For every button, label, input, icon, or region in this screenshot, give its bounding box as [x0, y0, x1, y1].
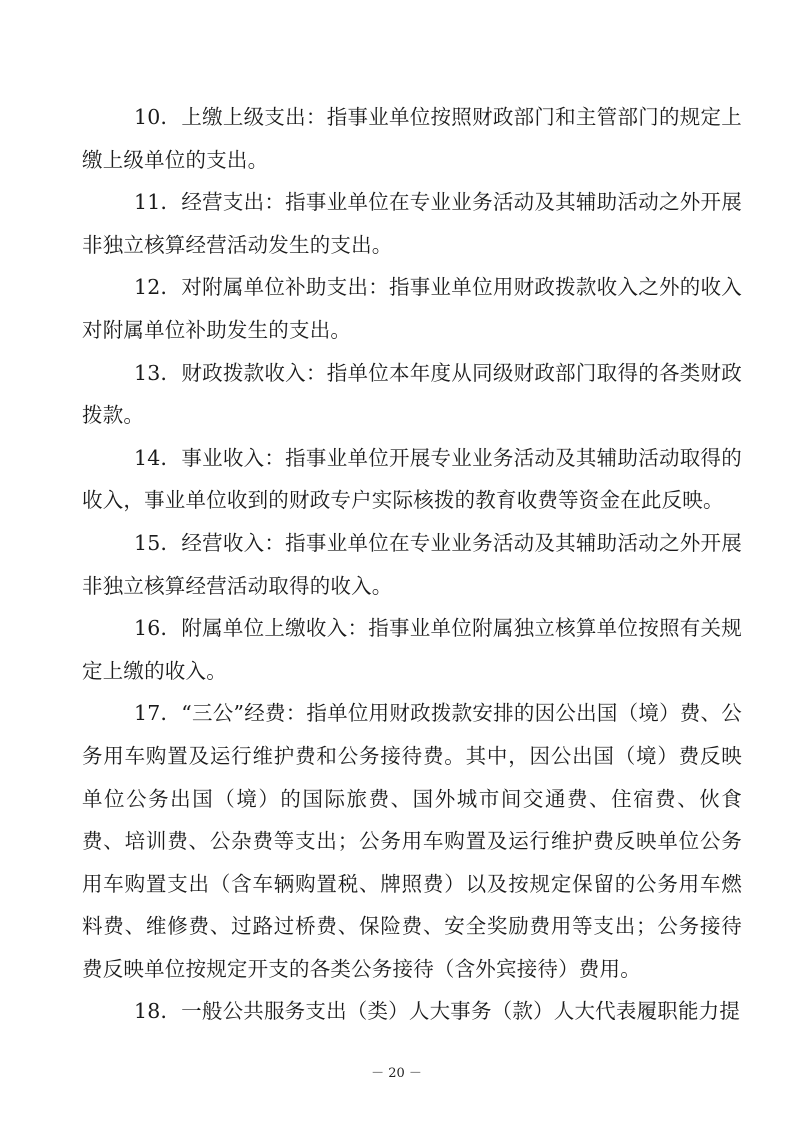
- page-number: － 20 －: [371, 1066, 422, 1081]
- paragraph-17: 17．“三公”经费：指单位用财政拨款安排的因公出国（境）费、公务用车购置及运行维护费和公务接待费。其中，因公出国（境）费反映单位公务出国（境）的国际旅费、国外城市间交通费、住宿费、伙食费、培训费、公杂费等支出；公务用车购置及运行维护费反映单位公务用车购置支出（含车辆购置税、牌照费）以及按规定保留的公务用车燃料费、维修费、过路过桥费、保险费、安全奖励费用等支出；公务接待费反映单位按规定开支的各类公务接待（含外宾接待）费用。: [82, 701, 742, 981]
- paragraph-12: 12．对附属单位补助支出：指事业单位用财政拨款收入之外的收入对附属单位补助发生的支出。: [82, 275, 742, 342]
- paragraph-11: 11．经营支出：指事业单位在专业业务活动及其辅助活动之外开展非独立核算经营活动发生的支出。: [82, 190, 742, 257]
- document-body: [82, 96, 742, 1033]
- paragraph-18: 18．一般公共服务支出（类）人大事务（款）人大代表履职能力提: [134, 999, 741, 1024]
- paragraph-13: 13．财政拨款收入：指单位本年度从同级财政部门取得的各类财政拨款。: [82, 360, 742, 428]
- paragraph-15: 15．经营收入：指事业单位在专业业务活动及其辅助活动之外开展非独立核算经营活动取得的收入。: [82, 530, 742, 598]
- paragraph-14: 14．事业收入：指事业单位开展专业业务活动及其辅助活动取得的收入，事业单位收到的财政专户实际核拨的教育收费等资金在此反映。: [82, 445, 742, 513]
- paragraph-10: 10．上缴上级支出：指事业单位按照财政部门和主管部门的规定上缴上级单位的支出。: [82, 105, 742, 172]
- paragraph-16: 16．附属单位上缴收入：指事业单位附属独立核算单位按照有关规定上缴的收入。: [82, 616, 742, 683]
